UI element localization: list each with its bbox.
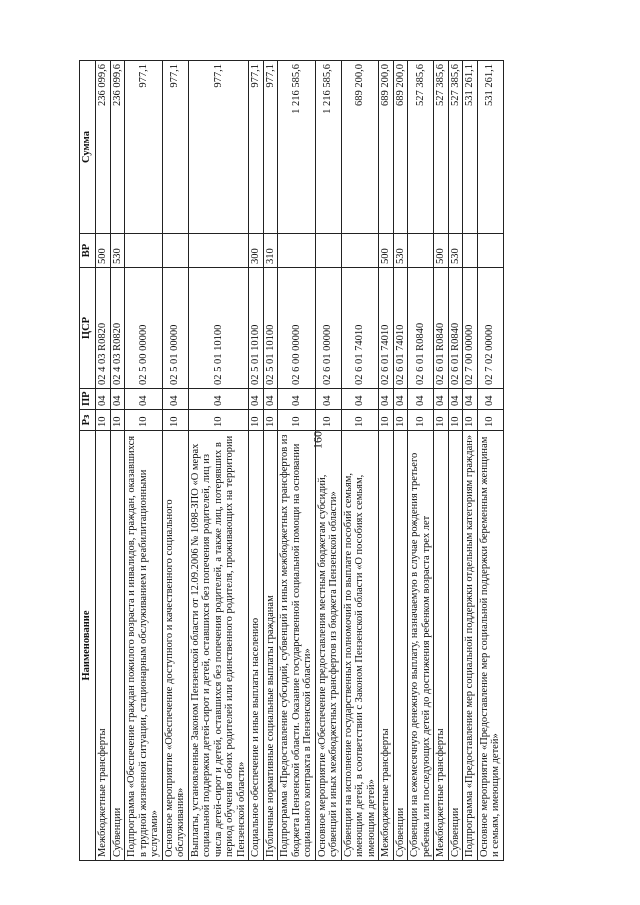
cell-csr: 02 5 00 00000 (125, 268, 163, 389)
cell-rz: 10 (477, 410, 503, 431)
cell-pr: 04 (110, 389, 125, 410)
header-pr: ПР (80, 389, 96, 410)
cell-csr: 02 5 01 00000 (162, 268, 188, 389)
cell-pr: 04 (162, 389, 188, 410)
cell-vr: 500 (379, 234, 394, 268)
cell-pr: 04 (278, 389, 316, 410)
cell-name: Подпрограмма «Предоставление субсидий, субвенций и иных межбюджетных трансфертов из бюджета Пензенской области. Оказание государственной социальной помощи на основании социального контракта в Пензенской области» (278, 431, 316, 861)
table-row (463, 61, 478, 861)
cell-name: Основное мероприятие «Предоставление мер социальной поддержки беременным женщинам и семьям, имеющим детей» (477, 431, 503, 861)
cell-name: Основное мероприятие «Обеспечение предоставления местным бюджетам субсидий, субвенций и иных межбюджетных трансфертов из бюджета Пензенской области» (315, 431, 341, 861)
cell-vr: 500 (96, 234, 111, 268)
cell-rz: 10 (463, 410, 478, 431)
cell-rz: 10 (315, 410, 341, 431)
cell-sum: 236 099,6 (110, 61, 125, 234)
cell-vr: 500 (434, 234, 449, 268)
table-row (379, 61, 394, 861)
cell-name: Субвенции (393, 431, 408, 861)
cell-name: Публичные нормативные социальные выплаты гражданам (263, 431, 278, 861)
cell-rz: 10 (393, 410, 408, 431)
cell-vr (125, 234, 163, 268)
cell-sum: 527 385,6 (434, 61, 449, 234)
table-row (315, 61, 341, 861)
cell-pr: 04 (341, 389, 379, 410)
cell-rz: 10 (249, 410, 264, 431)
cell-csr: 02 5 01 10100 (188, 268, 249, 389)
cell-csr: 02 7 02 00000 (477, 268, 503, 389)
table-row (477, 61, 503, 861)
cell-csr: 02 6 01 74010 (393, 268, 408, 389)
cell-vr (341, 234, 379, 268)
cell-csr: 02 6 00 00000 (278, 268, 316, 389)
header-sum: Сумма (80, 61, 96, 234)
cell-sum: 977,1 (263, 61, 278, 234)
cell-sum: 236 099,6 (96, 61, 111, 234)
cell-rz: 10 (188, 410, 249, 431)
cell-sum: 1 216 585,6 (278, 61, 316, 234)
cell-sum: 527 385,6 (448, 61, 463, 234)
cell-rz: 10 (448, 410, 463, 431)
cell-sum: 689 200,0 (341, 61, 379, 234)
cell-pr: 04 (434, 389, 449, 410)
header-name: Наименование (80, 431, 96, 861)
cell-name: Межбюджетные трансферты (434, 431, 449, 861)
cell-rz: 10 (278, 410, 316, 431)
cell-pr: 04 (463, 389, 478, 410)
cell-csr: 02 7 00 00000 (463, 268, 478, 389)
table-row (263, 61, 278, 861)
cell-name: Межбюджетные трансферты (379, 431, 394, 861)
cell-sum: 689 200,0 (393, 61, 408, 234)
cell-csr: 02 6 01 00000 (315, 268, 341, 389)
table-row (408, 61, 434, 861)
cell-name: Межбюджетные трансферты (96, 431, 111, 861)
cell-rz: 10 (125, 410, 163, 431)
cell-pr: 04 (477, 389, 503, 410)
header-vr: ВР (80, 234, 96, 268)
table-row (96, 61, 111, 861)
header-csr: ЦСР (80, 268, 96, 389)
table-row (341, 61, 379, 861)
table-row (188, 61, 249, 861)
table-row (162, 61, 188, 861)
header-rz: Рз (80, 410, 96, 431)
cell-csr: 02 6 01 R0840 (408, 268, 434, 389)
cell-name: Основное мероприятие «Обеспечение доступного и качественного социального обслуживания» (162, 431, 188, 861)
cell-csr: 02 6 01 74010 (379, 268, 394, 389)
cell-vr (278, 234, 316, 268)
cell-rz: 10 (110, 410, 125, 431)
cell-sum: 527 385,6 (408, 61, 434, 234)
cell-vr: 530 (110, 234, 125, 268)
cell-vr (188, 234, 249, 268)
table-row (110, 61, 125, 861)
cell-vr (477, 234, 503, 268)
cell-pr: 04 (96, 389, 111, 410)
table-body (96, 61, 504, 861)
cell-csr: 02 4 03 R0820 (96, 268, 111, 389)
cell-pr: 04 (249, 389, 264, 410)
cell-name: Субвенции (110, 431, 125, 861)
cell-pr: 04 (125, 389, 163, 410)
cell-pr: 04 (263, 389, 278, 410)
table-row (448, 61, 463, 861)
table-row (434, 61, 449, 861)
table-row (125, 61, 163, 861)
cell-name: Субвенции на исполнение государственных полномочий по выплате пособий семьям, имеющим детей, в соответствии с Законом Пензенской области «О пособиях семьям, имеющим детей» (341, 431, 379, 861)
table-row (393, 61, 408, 861)
cell-sum: 977,1 (249, 61, 264, 234)
cell-sum: 977,1 (125, 61, 163, 234)
cell-sum: 531 261,1 (477, 61, 503, 234)
cell-vr (162, 234, 188, 268)
table-header-row (80, 61, 96, 861)
page-number: 160 (310, 431, 325, 449)
cell-rz: 10 (162, 410, 188, 431)
table-row (278, 61, 316, 861)
cell-pr: 04 (315, 389, 341, 410)
cell-name: Подпрограмма «Обеспечение граждан пожилого возраста и инвалидов, граждан, оказавшихся в трудной жизненной ситуации, стационарным обслуживанием и реабилитационными услугами» (125, 431, 163, 861)
budget-table (79, 60, 504, 861)
cell-name: Субвенции на ежемесячную денежную выплату, назначаемую в случае рождения третьего ребенка или последующих детей до достижения ребенком возраста трех лет (408, 431, 434, 861)
cell-pr: 04 (448, 389, 463, 410)
cell-pr: 04 (393, 389, 408, 410)
cell-rz: 10 (341, 410, 379, 431)
cell-csr: 02 6 01 R0840 (448, 268, 463, 389)
cell-name: Подпрограмма «Предоставление мер социальной поддержки отдельным категориям граждан» (463, 431, 478, 861)
cell-csr: 02 5 01 10100 (249, 268, 264, 389)
cell-vr: 530 (393, 234, 408, 268)
cell-rz: 10 (96, 410, 111, 431)
table-row (249, 61, 264, 861)
cell-pr: 04 (379, 389, 394, 410)
cell-pr: 04 (188, 389, 249, 410)
cell-sum: 689 200,0 (379, 61, 394, 234)
cell-name: Субвенции (448, 431, 463, 861)
cell-vr: 300 (249, 234, 264, 268)
cell-rz: 10 (434, 410, 449, 431)
cell-csr: 02 6 01 74010 (341, 268, 379, 389)
cell-pr: 04 (408, 389, 434, 410)
cell-csr: 02 5 01 10100 (263, 268, 278, 389)
cell-csr: 02 4 03 R0820 (110, 268, 125, 389)
cell-vr: 530 (448, 234, 463, 268)
cell-name: Выплаты, установленные Законом Пензенской области от 12.09.2006 № 1098-ЗПО «О мерах социальной поддержки детей-сирот и детей, оставшихся без попечения родителей, лиц из числа детей-сирот и детей, оставшихся без попечения родителей, а также лиц, потерявших в период обучения обоих родителей или единственного родителя, проживающих на территории Пензенской области» (188, 431, 249, 861)
cell-sum: 977,1 (162, 61, 188, 234)
cell-vr (315, 234, 341, 268)
cell-rz: 10 (379, 410, 394, 431)
cell-vr: 310 (263, 234, 278, 268)
cell-sum: 977,1 (188, 61, 249, 234)
cell-rz: 10 (263, 410, 278, 431)
cell-name: Социальное обеспечение и иные выплаты населению (249, 431, 264, 861)
rotated-table-wrapper (79, 61, 535, 861)
cell-rz: 10 (408, 410, 434, 431)
cell-sum: 531 261,1 (463, 61, 478, 234)
cell-csr: 02 6 01 R0840 (434, 268, 449, 389)
cell-vr (463, 234, 478, 268)
cell-vr (408, 234, 434, 268)
cell-sum: 1 216 585,6 (315, 61, 341, 234)
